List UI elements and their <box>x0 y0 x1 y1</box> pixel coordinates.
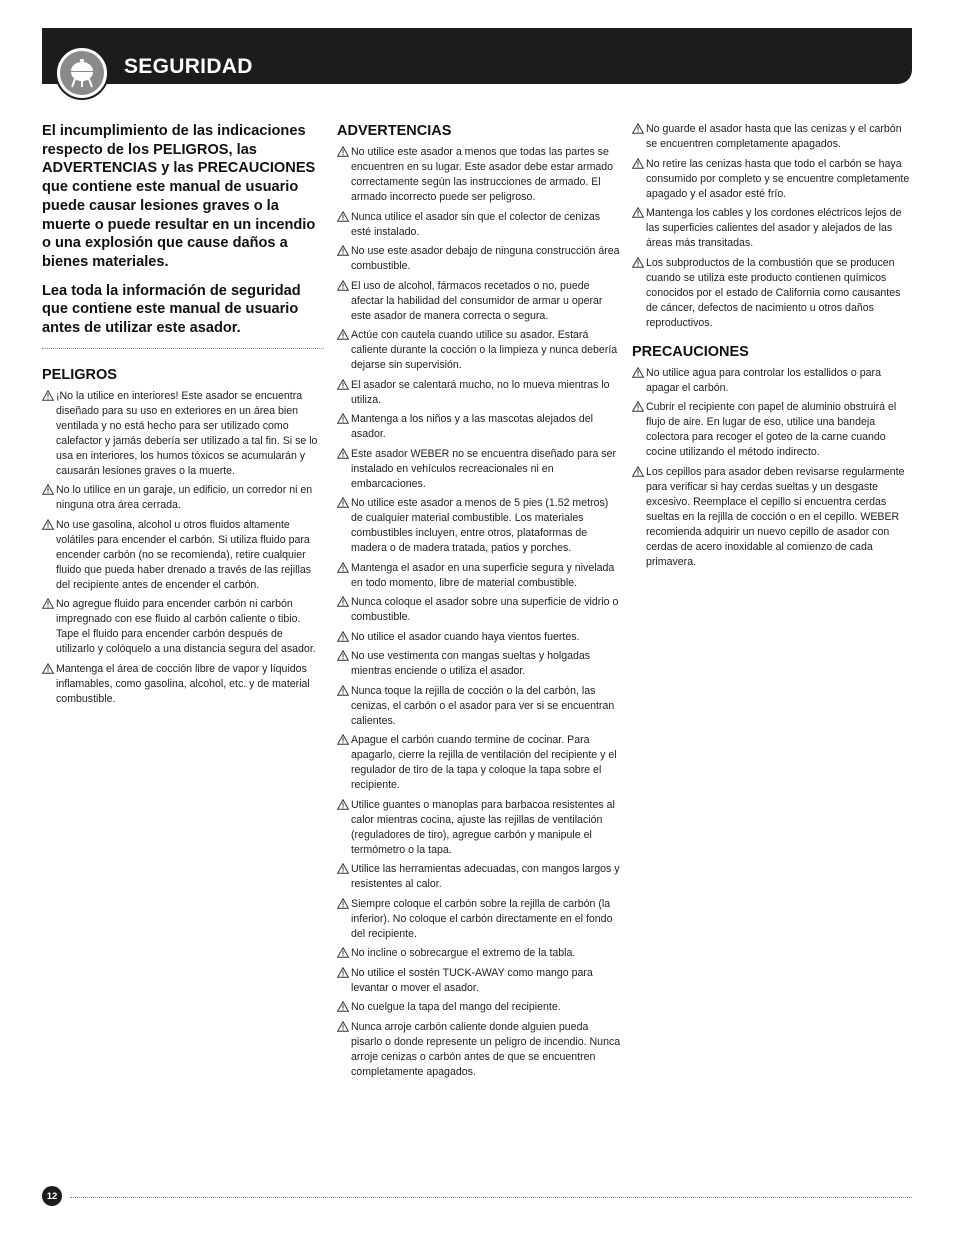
warning-item <box>337 1000 621 1015</box>
warning-item-text: No use gasolina, alcohol u otros fluidos altamente volátiles para encender el carbón. Si utiliza fluido para encender carbón (no se recomienda), retire cualquier fluido que pueda haber drenado a través de las rejillas del recipiente antes de encender el carbón. <box>56 518 312 591</box>
warning-item <box>337 862 621 892</box>
warning-item <box>337 966 621 996</box>
intro-paragraph-2: Lea toda la información de seguridad que contiene este manual de usuario antes de utilizar este asador. <box>42 282 301 337</box>
warning-item-text: No retire las cenizas hasta que todo el carbón se haya consumido por completo y se encuentre completamente apagado y el asador esté frío. <box>646 157 910 200</box>
warning-item-text: No lo utilice en un garaje, un edificio, un corredor ni en ninguna otra área cerrada. <box>56 484 313 512</box>
warning-item <box>42 518 324 593</box>
advertencias-list <box>337 145 621 1080</box>
warning-item-text: Este asador WEBER no se encuentra diseñado para ser instalado en vehículos recreacionales ni en embarcaciones. <box>351 447 616 490</box>
warning-item-text: No utilice el asador cuando haya vientos fuertes. <box>351 630 580 643</box>
warning-item <box>337 946 621 961</box>
advertencias-heading: ADVERTENCIAS <box>337 123 452 139</box>
warning-item-text: Actúe con cautela cuando utilice su asador. Estará caliente durante la cocción o la limpieza y nunca debería dejarse sin supervisión. <box>351 329 618 371</box>
warning-item <box>632 157 912 202</box>
warning-item-text: Mantenga a los niños y a las mascotas alejados del asador. <box>351 413 594 440</box>
column-left <box>42 122 324 711</box>
kettle-grill-icon <box>55 46 109 100</box>
warning-item <box>337 561 621 591</box>
warning-item-text: Los cepillos para asador deben revisarse regularmente para verificar si hay cerdas sueltas y un desgaste excesivo. Reemplace el cepillo si encuentra cerdas sueltas en la rejilla de cocción o en el cepillo. WEBER recomienda adquirir un nuevo cepillo de asador con cerdas de acero inoxidable al comienzo de cada primavera. <box>646 465 905 568</box>
warning-item-text: Siempre coloque el carbón sobre la rejilla de carbón (la inferior). No coloque el carbón directamente en el fondo del recipiente. <box>351 897 613 940</box>
warning-item-text: No utilice este asador a menos que todas las partes se encuentren en su lugar. Este asador debe estar armado correctamente según las instrucciones de armado. El armado incorrecto puede ser peligroso. <box>351 146 614 203</box>
warning-item-text: No utilice el sostén TUCK-AWAY como mango para levantar o mover el asador. <box>351 966 593 994</box>
page-number: 12 <box>42 1186 62 1206</box>
warning-item <box>337 649 621 679</box>
warning-item-text: No utilice este asador a menos de 5 pies (1.52 metros) de cualquier material combustible. Los materiales combustibles incluyen, entre otros, plataformas de madera o de madera tratada, patios y porches. <box>351 497 609 554</box>
intro-warning <box>42 122 324 338</box>
warning-item <box>632 206 912 251</box>
warning-item-text: No incline o sobrecargue el extremo de la tabla. <box>351 947 576 959</box>
peligros-list <box>42 389 324 707</box>
warning-item-text: Mantenga el área de cocción libre de vapor y líquidos inflamables, como gasolina, alcohol, etc. y de material combustible. <box>56 662 310 705</box>
warning-item <box>337 496 621 556</box>
column-right <box>632 122 912 574</box>
page-title: SEGURIDAD <box>124 55 253 78</box>
footer-dotted-divider <box>70 1197 912 1198</box>
warning-item-text: No use vestimenta con mangas sueltas y holgadas mientras enciende o utiliza el asador. <box>351 650 591 677</box>
warning-item <box>632 400 912 460</box>
warning-item-text: El uso de alcohol, fármacos recetados o no, puede afectar la habilidad del consumidor de armar u operar este asador de manera correcta o segura. <box>351 279 603 322</box>
warning-item-text: Nunca coloque el asador sobre una superficie de vidrio o combustible. <box>351 596 619 623</box>
advertencias-continued-list <box>632 122 912 331</box>
warning-item-text: Nunca arroje carbón caliente donde alguien pueda pisarlo o donde represente un peligro de incendio. Nunca arroje cenizas o carbón antes de que se encuentren completamente apagados. <box>351 1020 621 1078</box>
warning-item <box>337 412 621 442</box>
warning-item-text: Nunca toque la rejilla de cocción o la del carbón, las cenizas, el carbón o el asador para ver si se encuentran calientes. <box>351 684 615 727</box>
warning-item <box>632 122 912 152</box>
warning-item-text: Los subproductos de la combustión que se producen cuando se utiliza este producto contienen químicos conocidos por el estado de California como causantes de cáncer, defectos de nacimiento u otros daños reproductivos. <box>646 256 901 329</box>
dotted-divider <box>42 348 324 349</box>
warning-item <box>337 630 621 645</box>
precauciones-list <box>632 366 912 570</box>
warning-item-text: Cubrir el recipiente con papel de aluminio obstruirá el flujo de aire. En lugar de eso, utilice una bandeja colectora para recoger el goteo de la carne cuando cocine utilizando el método indirecto. <box>646 401 897 458</box>
warning-item <box>337 897 621 942</box>
column-middle <box>337 122 621 1084</box>
warning-item-text: Utilice las herramientas adecuadas, con mangos largos y resistentes al calor. <box>351 863 620 890</box>
warning-item <box>632 366 912 396</box>
warning-item <box>42 389 324 479</box>
warning-item <box>337 447 621 492</box>
warning-item <box>632 465 912 570</box>
warning-item-text: No use este asador debajo de ninguna construcción área combustible. <box>351 245 620 272</box>
warning-item <box>337 378 621 408</box>
warning-item-text: Mantenga el asador en una superficie segura y nivelada en todo momento, libre de material combustible. <box>351 561 615 589</box>
warning-item <box>42 597 324 657</box>
warning-item-text: Mantenga los cables y los cordones eléctricos lejos de las superficies calientes del asador y alejados de las áreas más transitadas. <box>646 207 902 249</box>
warning-item <box>337 244 621 274</box>
warning-item <box>42 483 324 513</box>
precauciones-heading: PRECAUCIONES <box>632 343 749 360</box>
warning-item <box>337 595 621 625</box>
peligros-heading: PELIGROS <box>42 366 117 383</box>
warning-item-text: Nunca utilice el asador sin que el colector de cenizas esté instalado. <box>351 210 601 238</box>
warning-item-text: ¡No la utilice en interiores! Este asador se encuentra diseñado para su uso en exteriores en un área bien ventilada y no está hecho para ser utilizado como calefactor y jamás debería ser utilizado a tal fin. Si se lo usa en interiores, los humos tóxicos se acumularán y causarán lesiones graves o la muerte. <box>56 389 318 477</box>
warning-item-text: Utilice guantes o manoplas para barbacoa resistentes al calor mientras cocina, ajuste las rejillas de ventilación (reguladores de tiro), agregue carbón y manipule el termómetro o la tapa. <box>351 798 615 856</box>
warning-item-text: No cuelgue la tapa del mango del recipiente. <box>351 1001 561 1013</box>
warning-item <box>337 145 621 205</box>
warning-item-text: Apague el carbón cuando termine de cocinar. Para apagarlo, cierre la rejilla de ventilación del recipiente y el regulador de tiro de la tapa y coloque la tapa sobre el recipiente. <box>351 734 617 791</box>
warning-item-text: No guarde el asador hasta que las cenizas y el carbón se encuentren completamente apagados. <box>646 123 902 150</box>
warning-item-text: No agregue fluido para encender carbón ni carbón impregnado con ese fluido al carbón caliente o tibio. Tape el fluido para encender carbón después de utilizarlo y colóquelo a una distancia segura del asador. <box>56 598 316 656</box>
warning-item <box>337 328 621 373</box>
warning-item <box>337 684 621 729</box>
warning-item <box>337 279 621 324</box>
warning-item <box>632 256 912 331</box>
warning-item-text: No utilice agua para controlar los estallidos o para apagar el carbón. <box>646 366 881 394</box>
warning-item <box>337 210 621 240</box>
warning-item <box>337 798 621 858</box>
warning-item-text: El asador se calentará mucho, no lo mueva mientras lo utiliza. <box>351 378 610 406</box>
warning-item <box>337 1020 621 1080</box>
intro-paragraph-1: El incumplimiento de las indicaciones respecto de los PELIGROS, las ADVERTENCIAS y las PRECAUCIONES que contiene este manual de usuario puede causar lesiones graves o la muerte o puede resultar en un incendio o una explosión que cause daños a bienes materiales. <box>42 123 316 270</box>
warning-item <box>337 733 621 793</box>
warning-item <box>42 662 324 707</box>
